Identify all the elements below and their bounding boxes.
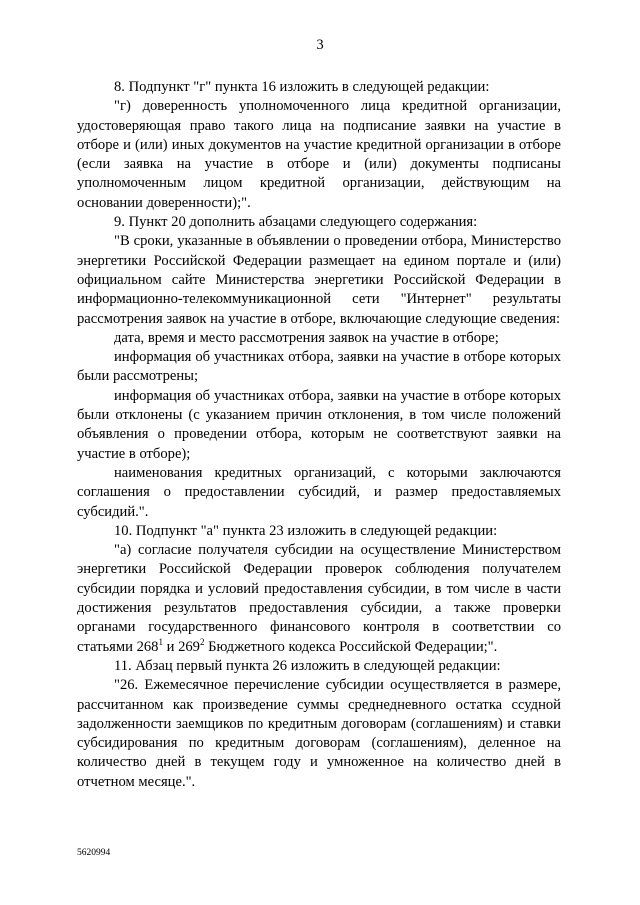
paragraph-item-10-heading: 10. Подпункт "а" пункта 23 изложить в следующей редакции: xyxy=(114,522,498,539)
page-number: 3 xyxy=(316,37,324,53)
paragraph-item-9-heading: 9. Пункт 20 дополнить абзацами следующего содержания: xyxy=(114,214,478,231)
paragraph-item-9-intro: "В сроки, указанные в объявлении о проведении отбора, Министерство энергетики Российской Федерации размещает на едином портале и (или) официальном сайте Министерства энергетики Российской Федерации в информационно-телекоммуникационной сети "Интернет" результаты рассмотрения заявок на участие в отборе, включающие следующие сведения: xyxy=(77,233,561,327)
document-body xyxy=(77,78,561,792)
paragraph-item-9-rejected: информация об участниках отбора, заявки на участие в отборе которых были отклонены (с указанием причин отклонения, в том числе положений объявления о проведении отбора, которым не соответствуют заявки на участие в отборе); xyxy=(77,387,561,462)
paragraph-item-10-text-part1: "а) согласие получателя субсидии на осуществление Министерством энергетики Российской Федерации проверок соблюдения получателем субсидии порядка и условий предоставления субсидии, в том числе в части достижения результатов предоставления субсидии, а также проверки органами государственного финансового контроля в соответствии со статьями 268 xyxy=(77,542,561,655)
paragraph-item-11-text: "26. Ежемесячное перечисление субсидии осуществляется в размере, рассчитанном как произведение суммы среднедневного остатка ссудной задолженности заемщиков по кредитным договорам (соглашениям) и ставки субсидирования по кредитным договорам (соглашениям), деленное на количество дней в текущем году и умноженное на количество дней в отчетном месяце.". xyxy=(77,677,561,790)
paragraph-item-11-heading: 11. Абзац первый пункта 26 изложить в следующей редакции: xyxy=(114,657,501,674)
paragraph-item-8-text: "г) доверенность уполномоченного лица кредитной организации, удостоверяющая право такого лица на подписание заявки на участие в отборе и (или) иных документов на участие кредитной организации в отборе (если заявка на участие в отборе и (или) документы подписаны уполномоченным лицом кредитной организации, действующим на основании доверенности);". xyxy=(77,98,561,211)
paragraph-item-10-text-part3: Бюджетного кодекса Российской Федерации;". xyxy=(204,638,498,655)
paragraph-item-9-date: дата, время и место рассмотрения заявок на участие в отборе; xyxy=(114,329,499,346)
paragraph-item-10-text-part2: и 269 xyxy=(162,638,200,655)
paragraph-item-9-reviewed: информация об участниках отбора, заявки на участие в отборе которых были рассмотрены; xyxy=(77,349,561,385)
paragraph-item-8-heading: 8. Подпункт "г" пункта 16 изложить в следующей редакции: xyxy=(114,79,490,95)
superscript-2: 2 xyxy=(199,636,205,647)
paragraph-item-10-text xyxy=(77,541,561,657)
paragraph-item-9-banks: наименования кредитных организаций, с которыми заключаются соглашения о предоставлении субсидий, и размер предоставляемых субсидий.". xyxy=(77,464,561,520)
superscript-1: 1 xyxy=(158,636,163,647)
document-code: 5620994 xyxy=(77,848,111,858)
